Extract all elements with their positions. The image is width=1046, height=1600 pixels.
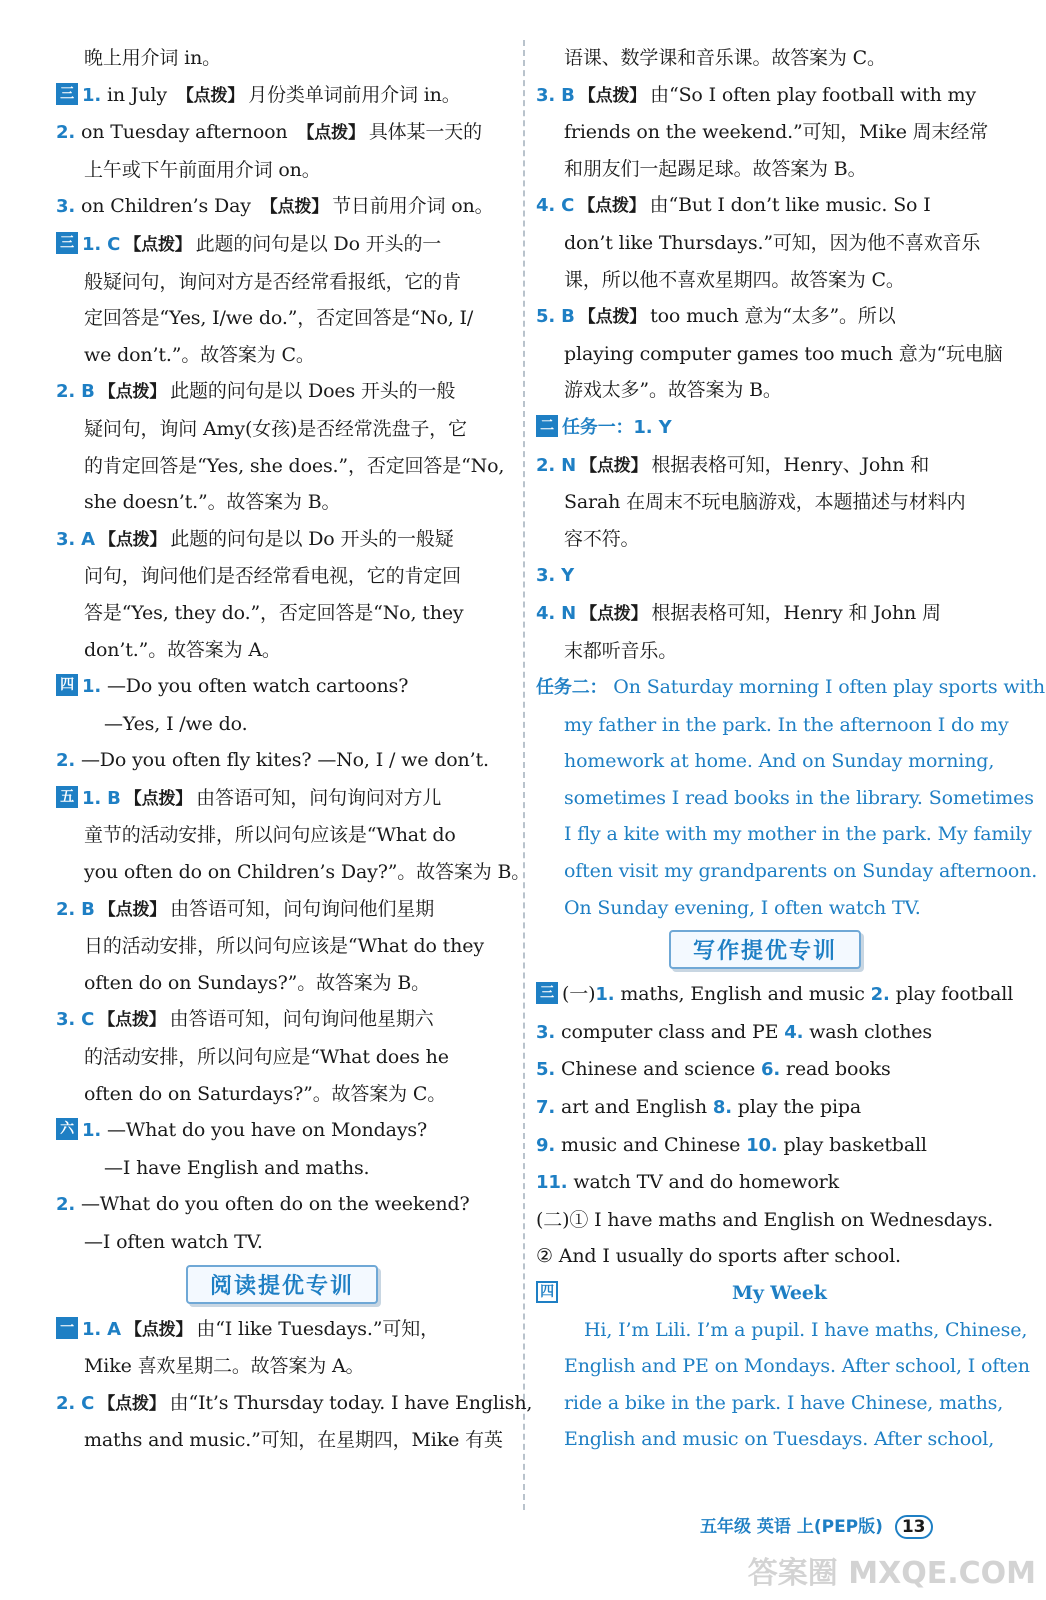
section-badge: 五 xyxy=(56,786,78,808)
text-line xyxy=(536,336,1003,373)
text-line xyxy=(536,1202,994,1239)
question-number: 1. A xyxy=(82,1318,121,1340)
text: —I have English and maths. xyxy=(104,1156,370,1179)
text-line xyxy=(536,151,994,188)
text: play football xyxy=(889,983,1014,1006)
essay-title: My Week xyxy=(732,1282,827,1304)
text-line xyxy=(536,780,1034,817)
page-number: 13 xyxy=(895,1515,933,1539)
text: 游戏太多”。故答案为 B。 xyxy=(564,379,782,402)
hint-label: 【点拨】 xyxy=(176,85,245,106)
text-line xyxy=(56,854,531,891)
question-number: 1. xyxy=(595,984,615,1006)
text-line xyxy=(536,409,994,447)
text: 具体某一天的 xyxy=(368,121,482,144)
question-number: 2. xyxy=(870,984,890,1006)
text: on Children’s Day xyxy=(75,195,257,218)
text-line xyxy=(536,77,994,115)
text-line xyxy=(56,226,508,264)
section-badge: 三 xyxy=(56,83,78,105)
section-badge: 二 xyxy=(536,415,558,437)
hint-label: 【点拨】 xyxy=(580,603,648,624)
text-line xyxy=(56,373,508,411)
text-line xyxy=(536,1312,1028,1349)
text: —I often watch TV. xyxy=(84,1231,263,1253)
text-line xyxy=(56,152,508,189)
question-number: 3. Y xyxy=(536,565,575,587)
text: 的活动安排，所以问句应是“What does he xyxy=(84,1046,449,1069)
text-line xyxy=(56,595,508,632)
text: on Tuesday afternoon xyxy=(75,121,294,144)
text: 根据表格可知，Henry、John 和 xyxy=(651,453,930,476)
answer-text: On Sunday evening, I often watch TV. xyxy=(564,896,921,919)
text: Mike 喜欢星期二。故答案为 A。 xyxy=(84,1355,365,1378)
text: often do on Sundays?”。故答案为 B。 xyxy=(84,971,431,994)
text-line xyxy=(56,40,508,77)
question-number: 3. xyxy=(56,196,76,218)
text: (一) xyxy=(562,983,596,1006)
text-line xyxy=(536,1127,994,1165)
text: 上午或下午前面用介词 on。 xyxy=(84,158,321,181)
question-number: 1. C xyxy=(82,233,121,255)
question-number: 1. xyxy=(82,84,102,106)
footer-label: 五年级 英语 上(PEP版) xyxy=(700,1517,883,1537)
text: 由答语可知，问句询问他们星期 xyxy=(170,897,435,920)
text-line xyxy=(56,817,508,854)
text-line xyxy=(536,187,994,225)
question-number: 1. xyxy=(82,676,102,698)
question-number: 11. xyxy=(536,1172,568,1194)
text: ② And I usually do sports after school. xyxy=(536,1245,901,1268)
text: 由答语可知，问句询问对方儿 xyxy=(196,786,442,809)
hint-label: 【点拨】 xyxy=(98,1393,166,1414)
text-line xyxy=(536,1385,1004,1422)
section-banner-wrap xyxy=(56,1261,508,1311)
text-line xyxy=(536,1238,994,1275)
text-line xyxy=(56,1385,533,1423)
hint-label: 【点拨】 xyxy=(124,234,192,255)
text: 般疑问句，询问对方是否经常看报纸，它的肯 xyxy=(84,270,462,293)
text: maths and music.”可知，在星期四，Mike 有英 xyxy=(84,1429,503,1452)
section-badge: 三 xyxy=(56,232,78,254)
text: art and English xyxy=(555,1096,713,1119)
text: 语课、数学课和音乐课。故答案为 C。 xyxy=(564,47,886,69)
text-line xyxy=(56,1186,508,1224)
section-badge: 三 xyxy=(536,982,558,1004)
hint-label: 【点拨】 xyxy=(578,85,647,106)
text-line xyxy=(56,928,508,965)
question-number: 5. xyxy=(536,1059,556,1081)
text-line xyxy=(56,77,508,115)
text-line xyxy=(56,114,508,152)
text: we don’t.”。故答案为 C。 xyxy=(84,343,315,366)
question-number: 7. xyxy=(536,1097,556,1119)
text-line xyxy=(56,264,508,301)
text-line xyxy=(56,891,508,929)
text: computer class and PE xyxy=(555,1020,785,1043)
answer-text: often visit my grandparents on Sunday afternoon. xyxy=(564,860,1038,883)
text: —Do you often watch cartoons? xyxy=(101,675,409,698)
text-line xyxy=(56,1311,508,1349)
question-number: 4. C xyxy=(536,195,575,217)
question-number: 8. xyxy=(712,1097,732,1119)
text-line xyxy=(536,447,994,485)
answer-text: sometimes I read books in the library. Sometimes xyxy=(564,786,1034,809)
text-line xyxy=(536,633,994,670)
text-line xyxy=(56,742,508,780)
text-line xyxy=(536,669,1045,707)
text-line xyxy=(536,225,994,262)
text-line xyxy=(56,1150,508,1187)
answer-text: Hi, I’m Lili. I’m a pupil. I have maths, Chinese, xyxy=(584,1318,1028,1341)
footer xyxy=(700,1512,933,1539)
text: 根据表格可知，Henry 和 John 周 xyxy=(651,601,941,624)
text-line xyxy=(536,114,994,151)
text-line xyxy=(536,557,994,595)
hint-label: 【点拨】 xyxy=(260,197,329,218)
text-line xyxy=(536,484,994,521)
section-badge: 四 xyxy=(56,674,78,696)
text: in July xyxy=(101,83,173,106)
text-line xyxy=(56,1348,508,1385)
text: don’t like Thursdays.”可知，因为他不喜欢音乐 xyxy=(564,231,981,254)
question-number: 1. B xyxy=(82,787,121,809)
text: 疑问句，询问 Amy(女孩)是否经常洗盘子，它 xyxy=(84,417,467,440)
answer-text: my father in the park. In the afternoon I do my xyxy=(564,713,1009,736)
text: 问句，询问他们是否经常看电视，它的肯定回 xyxy=(84,565,462,588)
text-line xyxy=(56,1076,508,1113)
text-line xyxy=(536,707,1009,744)
text: —Yes, I /we do. xyxy=(104,712,248,735)
text: —What do you often do on the weekend? xyxy=(75,1193,470,1216)
text: friends on the weekend.”可知，Mike 周末经常 xyxy=(564,121,989,144)
text-line xyxy=(56,706,508,743)
text-line xyxy=(536,1348,1030,1385)
question-number: 10. xyxy=(746,1134,778,1156)
text: 容不符。 xyxy=(564,527,640,550)
question-number: 3. C xyxy=(56,1009,95,1031)
text: 由“It’s Thursday today. I have English, xyxy=(169,1391,533,1414)
answer-text: English and PE on Mondays. After school, I often xyxy=(564,1355,1030,1378)
text: (二)① I have maths and English on Wednesdays. xyxy=(536,1208,993,1231)
text-line xyxy=(536,853,1038,890)
hint-label: 【点拨】 xyxy=(578,307,647,328)
text: play the pipa xyxy=(731,1096,862,1119)
text-line xyxy=(56,1001,508,1039)
text: 月份类单词前用介词 in。 xyxy=(248,83,461,106)
question-number: 1. Y xyxy=(633,416,672,438)
text-line xyxy=(536,976,1014,1014)
text: Sarah 在周末不玩电脑游戏，本题描述与材料内 xyxy=(564,491,966,514)
text-line xyxy=(536,521,994,558)
text: you often do on Children’s Day?”。故答案为 B。 xyxy=(84,861,531,884)
text-line xyxy=(56,188,508,226)
hint-label: 【点拨】 xyxy=(578,196,646,217)
question-number: 2. xyxy=(56,1194,76,1216)
answer-text: ride a bike in the park. I have Chinese, maths, xyxy=(564,1391,1004,1414)
text: 由答语可知，问句询问他星期六 xyxy=(169,1008,434,1031)
text-line xyxy=(536,595,994,633)
text-line xyxy=(56,1112,508,1150)
column-divider xyxy=(523,40,525,1510)
question-number: 2. xyxy=(56,122,76,144)
text-line xyxy=(56,632,508,669)
text: 此题的问句是以 Does 开头的一般 xyxy=(170,380,456,403)
question-number: 2. B xyxy=(56,898,95,920)
text: 节日前用介词 on。 xyxy=(332,195,494,218)
section-banner-wrap xyxy=(536,926,994,976)
question-number: 2. B xyxy=(56,381,95,403)
right-column xyxy=(536,40,1045,1458)
text: 此题的问句是以 Do 开头的一般疑 xyxy=(170,527,454,550)
text-line xyxy=(56,1224,508,1261)
watermark: 答案圈 MXQE.COM xyxy=(747,1556,1036,1591)
text-line xyxy=(536,890,994,927)
hint-label: 【点拨】 xyxy=(297,123,365,144)
text-line xyxy=(56,965,508,1002)
text: 的肯定回答是“Yes, she does.”，否定回答是“No, xyxy=(84,454,505,477)
question-number: 3. A xyxy=(56,528,95,550)
text-line xyxy=(56,668,508,706)
text: —Do you often fly kites? —No, I / we don’t. xyxy=(75,749,489,772)
question-number: 2. xyxy=(56,750,76,772)
text-line xyxy=(56,300,508,337)
section-badge: 四 xyxy=(536,1281,558,1303)
question-number: 2. N xyxy=(536,454,577,476)
text-line xyxy=(56,1039,508,1076)
section-badge: 一 xyxy=(56,1317,78,1339)
hint-label: 【点拨】 xyxy=(580,455,648,476)
question-number: 4. xyxy=(784,1021,804,1043)
task-label: 任务二： xyxy=(536,677,608,699)
hint-label: 【点拨】 xyxy=(98,899,167,920)
text-line xyxy=(56,780,508,818)
text: 日的活动安排，所以问句应该是“What do they xyxy=(84,935,484,958)
text-line xyxy=(56,484,508,521)
answer-text: On Saturday morning I often play sports with xyxy=(607,676,1045,699)
question-number: 2. C xyxy=(56,1392,95,1414)
section-badge: 六 xyxy=(56,1118,78,1140)
text: playing computer games too much 意为“玩电脑 xyxy=(564,342,1003,365)
text: 课，所以他不喜欢星期四。故答案为 C。 xyxy=(564,268,905,291)
text-line xyxy=(536,816,1032,853)
text: 此题的问句是以 Do 开头的一 xyxy=(195,232,442,255)
text-line xyxy=(56,521,508,559)
text: wash clothes xyxy=(803,1020,932,1043)
text-line xyxy=(536,1014,994,1052)
text: 晚上用介词 in。 xyxy=(84,47,222,69)
text: don’t.”。故答案为 A。 xyxy=(84,638,281,661)
text-line xyxy=(536,1164,994,1202)
question-number: 9. xyxy=(536,1134,556,1156)
hint-label: 【点拨】 xyxy=(98,1010,166,1031)
text-line xyxy=(536,743,994,780)
task-label: 任务一： xyxy=(562,416,634,438)
text-line xyxy=(536,40,994,77)
left-column xyxy=(56,40,533,1459)
text: 由“But I don’t like music. So I xyxy=(649,194,931,217)
hint-label: 【点拨】 xyxy=(98,529,167,550)
question-number: 5. B xyxy=(536,306,575,328)
text: read books xyxy=(780,1058,891,1081)
text: often do on Saturdays?”。故答案为 C。 xyxy=(84,1082,447,1105)
hint-label: 【点拨】 xyxy=(98,382,167,403)
text: —What do you have on Mondays? xyxy=(101,1119,428,1142)
text: maths, English and music xyxy=(614,983,871,1006)
section-banner: 写作提优专训 xyxy=(669,930,861,969)
section-banner: 阅读提优专训 xyxy=(186,1265,378,1304)
question-number: 1. xyxy=(82,1120,102,1142)
text: 由“I like Tuesdays.”可知， xyxy=(196,1317,439,1340)
text-line xyxy=(536,1421,994,1458)
question-number: 3. B xyxy=(536,84,575,106)
text-line xyxy=(536,298,994,336)
answer-text: English and music on Tuesdays. After school, xyxy=(564,1428,995,1451)
text-line xyxy=(56,411,508,448)
text: 童节的活动安排，所以问句应该是“What do xyxy=(84,824,456,847)
text-line xyxy=(536,1089,994,1127)
text: she doesn’t.”。故答案为 B。 xyxy=(84,491,341,514)
question-number: 4. N xyxy=(536,602,577,624)
answer-text: homework at home. And on Sunday morning, xyxy=(564,750,995,773)
text: watch TV and do homework xyxy=(567,1171,839,1194)
essay-title-line xyxy=(536,1275,994,1312)
text-line xyxy=(536,262,994,299)
text-line xyxy=(56,1422,508,1459)
text: 和朋友们一起踢足球。故答案为 B。 xyxy=(564,157,867,180)
text: 答是“Yes, they do.”，否定回答是“No, they xyxy=(84,601,464,624)
text: Chinese and science xyxy=(555,1058,761,1081)
text: 末都听音乐。 xyxy=(564,639,678,662)
text: play basketball xyxy=(777,1133,927,1156)
text-line xyxy=(56,558,508,595)
text: too much 意为“太多”。所以 xyxy=(650,305,896,328)
answer-text: I fly a kite with my mother in the park. My family xyxy=(564,823,1032,846)
text: 定回答是“Yes, I/we do.”，否定回答是“No, I/ xyxy=(84,307,474,330)
text-line xyxy=(536,372,994,409)
hint-label: 【点拨】 xyxy=(124,788,193,809)
text: 由“So I often play football with my xyxy=(650,83,977,106)
text-line xyxy=(56,337,508,374)
hint-label: 【点拨】 xyxy=(124,1319,193,1340)
question-number: 3. xyxy=(536,1021,556,1043)
text-line xyxy=(56,448,508,485)
text: music and Chinese xyxy=(555,1133,747,1156)
question-number: 6. xyxy=(760,1059,781,1081)
text-line xyxy=(536,1051,994,1089)
